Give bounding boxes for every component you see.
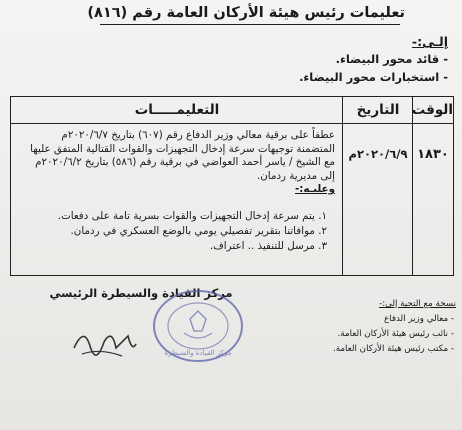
time-value: ١٨٣٠ xyxy=(417,147,449,162)
body-line: إلى مديرية ردمان. xyxy=(256,169,335,182)
recipients-label: إلـى:- xyxy=(411,34,448,49)
wa-alayh-label: وعليـه:- xyxy=(295,183,335,196)
header-time: الوقت xyxy=(411,102,453,118)
copies-heading: نسخة مع التحية إلى:- xyxy=(379,299,456,309)
body-line: مع الشيخ / ياسر أحمد العواضي في برقية رقم (٥٨٦) بتاريخ ٢٠٢٠/٦/٢م xyxy=(35,156,335,169)
body-line: عطفاً على برقية معالي وزير الدفاع رقم (٦٠٧) بتاريخ ٢٠٢٠/٦/٧م xyxy=(61,129,335,141)
document-title: تعليمات رئيس هيئة الأركان العامة رقم (٨١٦) xyxy=(87,5,405,21)
copy-recipient: - معالي وزير الدفاع xyxy=(383,314,454,324)
date-value: ٢٠٢٠/٦/٩م xyxy=(348,147,408,161)
title-underline xyxy=(100,24,400,25)
signature-title: مركز القيادة والسيطرة الرئيسي xyxy=(49,286,233,300)
instructions-list xyxy=(21,209,327,254)
instructions-body xyxy=(19,129,335,197)
header-instructions: التعليمـــــات xyxy=(134,102,220,118)
recipient-line: - قائد محور البيضاء. xyxy=(335,52,448,66)
header-date: التاريخ xyxy=(356,102,400,118)
instructions-table xyxy=(10,96,454,276)
copy-recipient: - نائب رئيس هيئة الأركان العامة. xyxy=(337,329,454,339)
copy-recipient: - مكتب رئيس هيئة الأركان العامة. xyxy=(332,344,454,354)
list-item: ٢. موافاتنا بتقرير تفصيلي يومي بالوضع العسكري في ردمان. xyxy=(70,225,327,237)
body-line: المتضمنة توجيهات سرعة إدخال التجهيزات والقوات القتالية المتفق عليها xyxy=(30,142,335,155)
handwritten-signature xyxy=(70,318,140,363)
table-header-row xyxy=(11,97,453,124)
official-stamp xyxy=(150,287,246,365)
recipient-line: - استخبارات محور البيضاء. xyxy=(299,70,448,84)
stamp-text: مركز القيادة والسيطرة xyxy=(164,349,232,357)
list-item: ١. يتم سرعة إدخال التجهيزات والقوات بسرية تامة على دفعات. xyxy=(57,210,327,222)
list-item: ٣. مرسل للتنفيذ .. اعتراف. xyxy=(209,240,327,252)
